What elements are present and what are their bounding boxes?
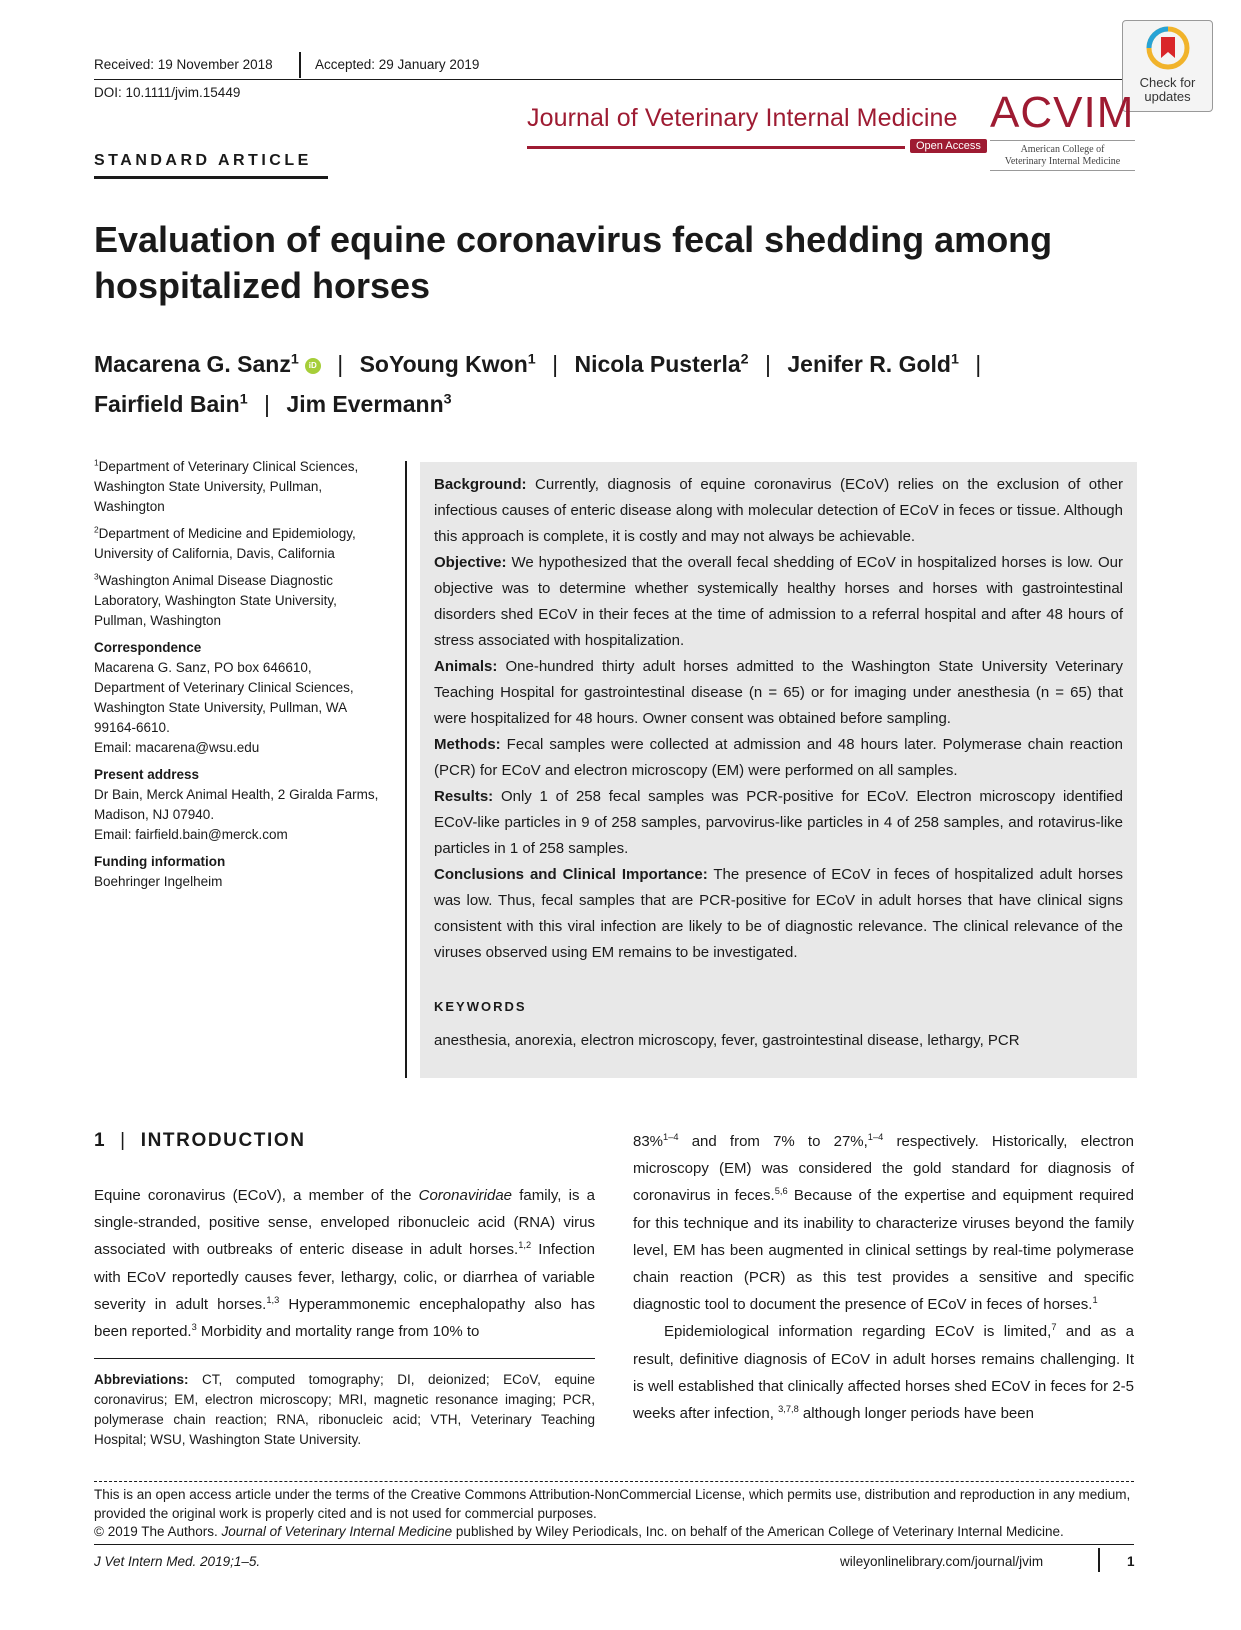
affiliation-2: $^2$Department of Medicine and Epidemiology, University of California, Davis, California xyxy=(94,524,356,561)
author-name[interactable]: SoYoung Kwon$^1$ xyxy=(359,351,536,377)
abstract-methods: Methods: Fecal samples were collected at admission and 48 hours later. Polymerase chain reaction (PCR) for ECoV and electron microscopy (EM) were performed on all samples. xyxy=(434,736,1123,779)
intro-right-column xyxy=(633,1128,1134,1427)
license-rule xyxy=(94,1481,1134,1482)
acvim-logo xyxy=(990,88,1135,171)
abbreviations: Abbreviations: CT, computed tomography; DI, deionized; ECoV, equine coronavirus; EM, electron microscopy; MRI, magnetic resonance imaging; PCR, polymerase chain reaction; RNA, ribonucleic acid; VTH, Veterinary Teaching Hospital; WSU, Washington State University. xyxy=(94,1372,595,1447)
author-name[interactable]: Jenifer R. Gold$^1$ xyxy=(787,351,959,377)
article-type: STANDARD ARTICLE xyxy=(94,152,312,169)
orcid-icon[interactable]: iD xyxy=(305,358,321,374)
doi[interactable]: DOI: 10.1111/jvim.15449 xyxy=(94,85,241,100)
header-divider xyxy=(299,52,301,78)
acvim-subtitle-2: Veterinary Internal Medicine xyxy=(1004,156,1121,167)
acvim-subtitle-1: American College of xyxy=(1020,144,1105,155)
citation: J Vet Intern Med. 2019;1–5. xyxy=(94,1554,261,1569)
abstract-divider xyxy=(405,461,407,1078)
footer-divider xyxy=(1098,1548,1100,1572)
author-name[interactable]: Jim Evermann$^3$ xyxy=(286,391,452,417)
check-for-updates-line1: Check for xyxy=(1139,75,1196,90)
abstract-conclusions: Conclusions and Clinical Importance: The presence of ECoV in feces of hospitalized adult horses was low. Thus, fecal samples that are PCR-positive for ECoV in adult horses that have clinical signs consistent with this viral infection are likely to be of diagnostic relevance. The clinical relevance of the viruses observed using EM remains to be investigated. xyxy=(434,866,1123,961)
intro-paragraph-1-cont: 83%$^{1-4}$ and from 7% to 27%,$^{1-4}$ respectively. Historically, electron microscopy (EM) was considered the gold standard for diagnosis of coronavirus in feces.$^{5,6}$ Because of the expertise and equipment required for this technique and its inability to characterize viruses beyond the family level, EM has been augmented in clinical settings by real-time polymerase chain reaction (PCR) as this test provides a sensitive and specific diagnostic tool to document the presence of ECoV in feces of horses.$^1$ xyxy=(633,1132,1134,1314)
license-notice xyxy=(94,1486,1134,1542)
abstract-animals: Animals: One-hundred thirty adult horses admitted to the Washington State University Veterinary Teaching Hospital for gastrointestinal disease (n = 65) or for imaging under anesthesia (n = 65) that were hospitalized for 48 hours. Owner consent was obtained before sampling. xyxy=(434,658,1123,727)
journal-rule xyxy=(527,146,905,149)
footer-rule xyxy=(94,1544,1134,1545)
present-address: Dr Bain, Merck Animal Health, 2 Giralda Farms, Madison, NJ 07940. xyxy=(94,787,379,822)
intro-left-column xyxy=(94,1182,595,1345)
abstract-results: Results: Only 1 of 258 fecal samples was PCR-positive for ECoV. Electron microscopy identified ECoV-like particles in 9 of 258 samples, parvovirus-like particles in 4 of 258 samples, and rotavirus-like particles in 1 of 258 samples. xyxy=(434,788,1123,857)
acvim-wordmark: ACVIM xyxy=(990,88,1135,137)
affiliation-1: $^1$Department of Veterinary Clinical Sciences, Washington State University, Pullman, Washington xyxy=(94,457,359,514)
abstract-objective: Objective: We hypothesized that the overall fecal shedding of ECoV in hospitalized horses is low. Our objective was to determine whether systemically healthy horses and horses with gastrointestinal disorders shed ECoV in their feces at the time of admission to a referral hospital and after 48 hours of stress associated with hospitalization. xyxy=(434,554,1123,649)
author-name[interactable]: Nicola Pusterla$^2$ xyxy=(574,351,749,377)
intro-paragraph-1: Equine coronavirus (ECoV), a member of the Coronaviridae family, is a single-stranded, positive sense, enveloped ribonucleic acid (RNA) virus associated with outbreaks of enteric disease in adult horses.$^{1,2}$ Infection with ECoV reportedly causes fever, lethargy, colic, or diarrhea of variable severity in adult horses.$^{1,3}$ Hyperammonemic encephalopathy also has been reported.$^3$ Morbidity and mortality range from 10% to xyxy=(94,1187,595,1341)
copyright-text: © 2019 The Authors. Journal of Veterinary Internal Medicine published by Wiley Periodicals, Inc. on behalf of the American College of Veterinary Internal Medicine. xyxy=(94,1524,1064,1539)
funding-info: Boehringer Ingelheim xyxy=(94,874,223,889)
received-date: Received: 19 November 2018 xyxy=(94,57,273,72)
present-address-heading: Present address xyxy=(94,767,200,782)
article-type-rule xyxy=(94,176,328,179)
title-line-1: Evaluation of equine coronavirus fecal shedding among xyxy=(94,219,1053,260)
correspondence-heading: Correspondence xyxy=(94,640,202,655)
open-access-badge: Open Access xyxy=(910,139,987,153)
check-for-updates-line2: updates xyxy=(1144,89,1191,104)
abstract-background: Background: Currently, diagnosis of equine coronavirus (ECoV) relies on the exclusion of other infectious causes of enteric disease along with molecular detection of ECoV in feces or tissue. Although this approach is complete, it is costly and may not always be achievable. xyxy=(434,476,1123,545)
crossmark-icon xyxy=(1145,25,1191,71)
present-address-email[interactable]: Email: fairfield.bain@merck.com xyxy=(94,827,288,842)
page-number: 1 xyxy=(1127,1554,1135,1569)
accepted-date: Accepted: 29 January 2019 xyxy=(315,57,480,72)
correspondence-address: Macarena G. Sanz, PO box 646610, Department of Veterinary Clinical Sciences, Washington State University, Pullman, WA 99164-6610. xyxy=(94,660,354,735)
check-for-updates-badge[interactable] xyxy=(1122,20,1213,112)
keywords-heading: KEYWORDS xyxy=(434,999,527,1014)
correspondence-email[interactable]: Email: macarena@wsu.edu xyxy=(94,740,260,755)
article-title xyxy=(94,217,1134,309)
title-line-2: hospitalized horses xyxy=(94,265,431,306)
journal-name[interactable]: Journal of Veterinary Internal Medicine xyxy=(527,104,958,132)
funding-heading: Funding information xyxy=(94,854,226,869)
author-name[interactable]: Macarena G. Sanz$^1$ xyxy=(94,351,299,377)
journal-url[interactable]: wileyonlinelibrary.com/journal/jvim xyxy=(840,1554,1044,1569)
section-heading-introduction: 1 | INTRODUCTION xyxy=(94,1130,306,1151)
abbreviations-rule xyxy=(94,1358,595,1359)
license-text: This is an open access article under the terms of the Creative Commons Attribution-NonCommercial License, which permits use, distribution and reproduction in any medium, provided the original work is properly cited and is not used for commercial purposes. xyxy=(94,1487,1131,1521)
abstract-box xyxy=(420,462,1137,1078)
header-rule xyxy=(94,79,1134,80)
intro-paragraph-2: Epidemiological information regarding ECoV is limited,$^7$ and as a result, definitive diagnosis of ECoV in adult horses remains challenging. It is well established that clinically affected horses shed ECoV in feces for 2-5 weeks after infection, $^{3,7,8}$ although longer periods have been xyxy=(633,1322,1134,1423)
affiliation-3: $^3$Washington Animal Disease Diagnostic Laboratory, Washington State University, Pullman, Washington xyxy=(94,571,337,628)
author-list: Macarena G. Sanz$^1$ iD | SoYoung Kwon$^1$ | Nicola Pusterla$^2$ | Jenifer R. Gold$^1$ | Fairfield Bain$^1$ | Jim Evermann$^3$ xyxy=(94,351,982,417)
author-name[interactable]: Fairfield Bain$^1$ xyxy=(94,391,248,417)
keywords: anesthesia, anorexia, electron microscopy, fever, gastrointestinal disease, lethargy, PCR xyxy=(434,1032,1020,1049)
affiliations xyxy=(94,457,384,899)
